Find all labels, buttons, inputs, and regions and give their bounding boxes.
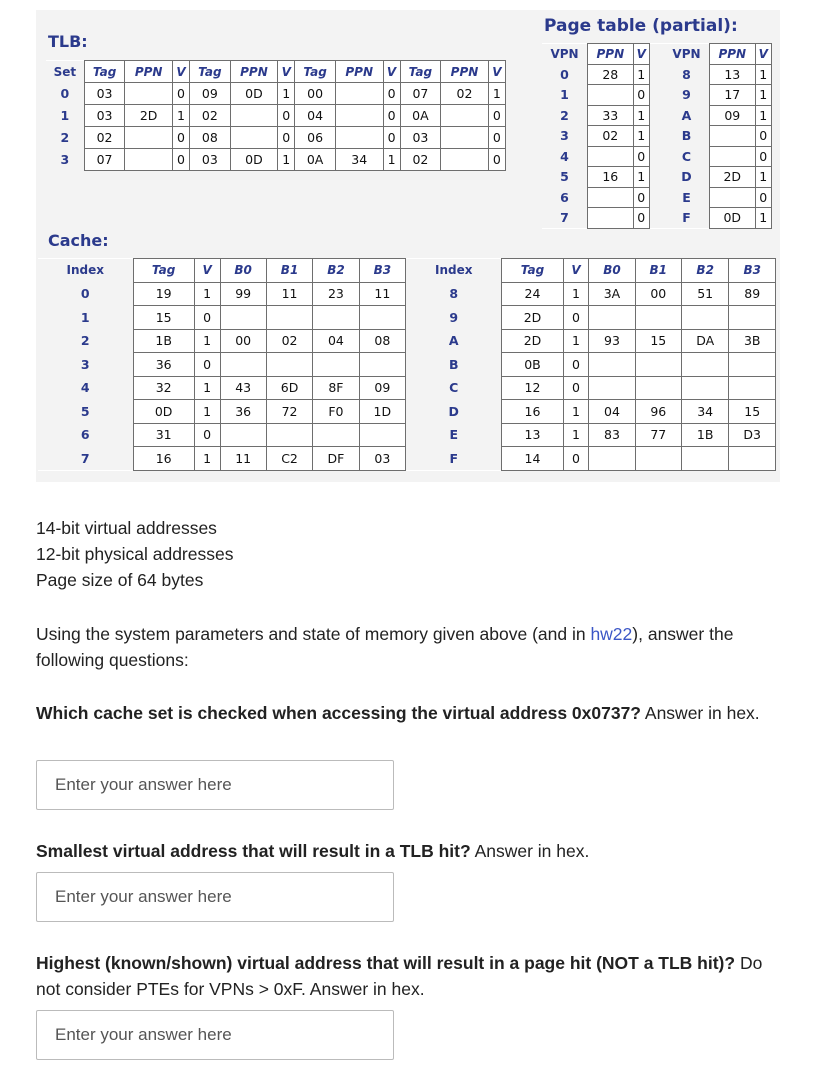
tlb-cell bbox=[335, 105, 383, 127]
cache-index: B bbox=[406, 353, 502, 377]
cache-cell: 1 bbox=[563, 400, 589, 424]
page-table-cell: 0 bbox=[755, 146, 771, 167]
tlb-header-cell: PPN bbox=[441, 61, 489, 83]
page-table-cell: 0 bbox=[633, 187, 649, 208]
cache-cell bbox=[266, 353, 312, 377]
tlb-header-cell: V bbox=[488, 61, 505, 83]
cache-index: E bbox=[406, 423, 502, 447]
tlb-cell: 0 bbox=[278, 105, 295, 127]
tlb-header-cell: V bbox=[172, 61, 189, 83]
cache-cell: 24 bbox=[502, 282, 563, 306]
cache-cell bbox=[589, 306, 635, 330]
tlb-cell: 03 bbox=[84, 83, 125, 105]
cache-cell: 09 bbox=[359, 376, 405, 400]
page-table-cell: 0D bbox=[710, 208, 756, 229]
cache-header-cell: B0 bbox=[589, 259, 635, 283]
page-table-cell bbox=[588, 208, 634, 229]
page-table-vpn: 1 bbox=[542, 85, 588, 106]
cache-index: 3 bbox=[38, 353, 133, 377]
question-3: Highest (known/shown) virtual address that will result in a page hit (NOT a TLB hit)? Do not consider PTEs for VPNs > 0xF. Answer in hex. bbox=[36, 953, 763, 999]
answer-1-input[interactable] bbox=[36, 760, 394, 810]
page-table-cell: 1 bbox=[633, 126, 649, 147]
cache-cell bbox=[635, 306, 681, 330]
tlb-cell: 0 bbox=[172, 127, 189, 149]
tlb-cell bbox=[230, 127, 278, 149]
tlb-cell bbox=[441, 105, 489, 127]
cache-cell: 19 bbox=[133, 282, 194, 306]
param-physical-address-bits: 12-bit physical addresses bbox=[36, 544, 234, 564]
page-table-cell: 0 bbox=[633, 146, 649, 167]
cache-cell bbox=[681, 376, 728, 400]
cache-cell: 1B bbox=[681, 423, 728, 447]
page-table-cell: 0 bbox=[633, 208, 649, 229]
tlb-row bbox=[46, 127, 506, 149]
cache-cell: 11 bbox=[220, 447, 266, 471]
cache-cell: DF bbox=[313, 447, 359, 471]
tlb-cell: 1 bbox=[278, 149, 295, 171]
cache-row bbox=[38, 282, 776, 306]
cache-index: D bbox=[406, 400, 502, 424]
page-table-row bbox=[542, 187, 772, 208]
cache-cell: 15 bbox=[133, 306, 194, 330]
cache-cell: 15 bbox=[729, 400, 776, 424]
tlb-row bbox=[46, 83, 506, 105]
tlb-header-cell: PPN bbox=[335, 61, 383, 83]
cache-header-cell: Index bbox=[38, 259, 133, 283]
cache-header-cell: V bbox=[194, 259, 220, 283]
tlb-cell: 0A bbox=[400, 105, 441, 127]
page-table-vpn: 4 bbox=[542, 146, 588, 167]
page-table-cell: 28 bbox=[588, 64, 634, 85]
cache-cell: 1 bbox=[194, 400, 220, 424]
tlb-header-cell: Tag bbox=[295, 61, 336, 83]
cache-header-cell: B3 bbox=[729, 259, 776, 283]
cache-cell bbox=[313, 353, 359, 377]
cache-cell: 2D bbox=[502, 306, 563, 330]
cache-cell bbox=[681, 447, 728, 471]
page-table-cell: 13 bbox=[710, 64, 756, 85]
tlb-cell: 0 bbox=[383, 83, 400, 105]
tlb-cell: 0D bbox=[230, 83, 278, 105]
cache-index: 0 bbox=[38, 282, 133, 306]
question-1: Which cache set is checked when accessing the virtual address 0x0737? Answer in hex. bbox=[36, 703, 760, 723]
tlb-cell bbox=[230, 105, 278, 127]
page-table-vpn: 9 bbox=[664, 85, 710, 106]
tlb-header-cell: Tag bbox=[190, 61, 231, 83]
cache-cell bbox=[359, 423, 405, 447]
cache-cell bbox=[681, 306, 728, 330]
cache-index: 2 bbox=[38, 329, 133, 353]
page-table-cell: 02 bbox=[588, 126, 634, 147]
cache-cell: 51 bbox=[681, 282, 728, 306]
tlb-header-row bbox=[46, 61, 506, 83]
cache-index: 1 bbox=[38, 306, 133, 330]
system-parameters bbox=[36, 515, 233, 593]
memory-state-figure bbox=[36, 10, 780, 482]
cache-cell: 1 bbox=[194, 329, 220, 353]
page-table-vpn: B bbox=[664, 126, 710, 147]
page-table-cell: 0 bbox=[633, 85, 649, 106]
cache-index: 5 bbox=[38, 400, 133, 424]
cache-cell: 89 bbox=[729, 282, 776, 306]
tlb-cell: 0 bbox=[383, 105, 400, 127]
page-table-cell: 1 bbox=[633, 105, 649, 126]
tlb-cell: 1 bbox=[278, 83, 295, 105]
cache-cell: 04 bbox=[589, 400, 635, 424]
tlb-cell bbox=[441, 127, 489, 149]
cache-cell bbox=[635, 447, 681, 471]
cache-cell: 72 bbox=[266, 400, 312, 424]
tlb-cell: 03 bbox=[84, 105, 125, 127]
cache-cell bbox=[220, 423, 266, 447]
cache-index: 8 bbox=[406, 282, 502, 306]
tlb-cell: 34 bbox=[335, 149, 383, 171]
cache-cell bbox=[635, 353, 681, 377]
cache-cell: 16 bbox=[502, 400, 563, 424]
page-table-row bbox=[542, 64, 772, 85]
cache-row bbox=[38, 376, 776, 400]
page-table-vpn: A bbox=[664, 105, 710, 126]
cache-cell: 11 bbox=[266, 282, 312, 306]
cache-cell: 1 bbox=[194, 282, 220, 306]
cache-cell: 00 bbox=[635, 282, 681, 306]
cache-index: 4 bbox=[38, 376, 133, 400]
page-table-gap bbox=[649, 126, 664, 147]
cache-header-cell: Index bbox=[406, 259, 502, 283]
page-table-gap bbox=[649, 85, 664, 106]
page-table-vpn: F bbox=[664, 208, 710, 229]
page-table-vpn: C bbox=[664, 146, 710, 167]
instructions: Using the system parameters and state of memory given above (and in hw22), answer the following questions: bbox=[36, 624, 734, 670]
cache-cell: 08 bbox=[359, 329, 405, 353]
cache-header-cell: B1 bbox=[635, 259, 681, 283]
page-table-row bbox=[542, 208, 772, 229]
page-table-vpn: 0 bbox=[542, 64, 588, 85]
tlb-header-cell: PPN bbox=[230, 61, 278, 83]
page-table-header-cell: PPN bbox=[710, 44, 756, 65]
cache-cell: 77 bbox=[635, 423, 681, 447]
cache-cell: C2 bbox=[266, 447, 312, 471]
page-table-cell: 1 bbox=[755, 208, 771, 229]
page-table bbox=[542, 43, 772, 229]
page-table-cell: 1 bbox=[633, 167, 649, 188]
cache-cell bbox=[589, 376, 635, 400]
cache-cell: 0 bbox=[563, 376, 589, 400]
page-table-gap bbox=[649, 64, 664, 85]
answer-2-input[interactable] bbox=[36, 872, 394, 922]
cache-cell bbox=[635, 376, 681, 400]
cache-cell: 0B bbox=[502, 353, 563, 377]
cache-cell: 36 bbox=[133, 353, 194, 377]
page-table-vpn: 3 bbox=[542, 126, 588, 147]
tlb-cell bbox=[125, 127, 173, 149]
cache-index: F bbox=[406, 447, 502, 471]
cache-cell: 1 bbox=[563, 423, 589, 447]
page-table-cell: 0 bbox=[755, 126, 771, 147]
cache-cell: 0D bbox=[133, 400, 194, 424]
cache-cell: 15 bbox=[635, 329, 681, 353]
cache-cell: 03 bbox=[359, 447, 405, 471]
tlb-cell: 09 bbox=[190, 83, 231, 105]
page-table-cell: 1 bbox=[633, 64, 649, 85]
tlb-cell: 06 bbox=[295, 127, 336, 149]
page-table-cell bbox=[588, 187, 634, 208]
cache-cell: 99 bbox=[220, 282, 266, 306]
tlb-cell: 03 bbox=[190, 149, 231, 171]
cache-cell: 83 bbox=[589, 423, 635, 447]
cache-cell: 1 bbox=[194, 447, 220, 471]
page-table-row bbox=[542, 105, 772, 126]
cache-cell: 96 bbox=[635, 400, 681, 424]
cache-header-cell: B2 bbox=[681, 259, 728, 283]
cache-table bbox=[38, 258, 776, 471]
tlb-cell: 1 bbox=[172, 105, 189, 127]
page-table-cell bbox=[710, 187, 756, 208]
cache-cell: 0 bbox=[194, 353, 220, 377]
page-table-cell bbox=[588, 85, 634, 106]
cache-cell: 2D bbox=[502, 329, 563, 353]
cache-cell: 11 bbox=[359, 282, 405, 306]
cache-cell: 0 bbox=[563, 353, 589, 377]
cache-cell: 0 bbox=[194, 423, 220, 447]
tlb-cell: 08 bbox=[190, 127, 231, 149]
tlb-cell: 2D bbox=[125, 105, 173, 127]
tlb-cell: 0 bbox=[383, 127, 400, 149]
page-table-vpn: 7 bbox=[542, 208, 588, 229]
tlb-cell: 03 bbox=[400, 127, 441, 149]
question-2: Smallest virtual address that will result in a TLB hit? Answer in hex. bbox=[36, 841, 590, 861]
page-table-gap bbox=[649, 146, 664, 167]
cache-row bbox=[38, 329, 776, 353]
cache-cell: 1 bbox=[563, 282, 589, 306]
cache-header-cell: V bbox=[563, 259, 589, 283]
cache-cell: 34 bbox=[681, 400, 728, 424]
cache-cell: 43 bbox=[220, 376, 266, 400]
page-table-gap bbox=[649, 187, 664, 208]
cache-cell: 8F bbox=[313, 376, 359, 400]
tlb-set-index: 2 bbox=[46, 127, 84, 149]
cache-label: Cache: bbox=[48, 231, 109, 250]
cache-cell: 1D bbox=[359, 400, 405, 424]
cache-cell: 0 bbox=[563, 306, 589, 330]
tlb-cell: 0A bbox=[295, 149, 336, 171]
page-table-gap bbox=[649, 105, 664, 126]
page-table-vpn: 5 bbox=[542, 167, 588, 188]
cache-row bbox=[38, 353, 776, 377]
cache-cell: 0 bbox=[563, 447, 589, 471]
cache-cell bbox=[220, 353, 266, 377]
tlb-header-cell: Tag bbox=[84, 61, 125, 83]
cache-row bbox=[38, 400, 776, 424]
cache-index: C bbox=[406, 376, 502, 400]
page-table-gap bbox=[649, 208, 664, 229]
cache-cell bbox=[266, 306, 312, 330]
page-table-cell: 09 bbox=[710, 105, 756, 126]
cache-cell bbox=[589, 353, 635, 377]
tlb-row bbox=[46, 105, 506, 127]
page-table-header-row bbox=[542, 44, 772, 65]
answer-3-input[interactable] bbox=[36, 1010, 394, 1060]
tlb-cell: 07 bbox=[400, 83, 441, 105]
tlb-cell: 0 bbox=[172, 149, 189, 171]
cache-cell: 3B bbox=[729, 329, 776, 353]
cache-cell bbox=[729, 306, 776, 330]
tlb-cell: 02 bbox=[400, 149, 441, 171]
page-table-vpn: E bbox=[664, 187, 710, 208]
cache-cell bbox=[589, 447, 635, 471]
page-table-header-cell: V bbox=[755, 44, 771, 65]
page-table-vpn: 2 bbox=[542, 105, 588, 126]
cache-cell bbox=[359, 353, 405, 377]
tlb-row bbox=[46, 149, 506, 171]
cache-header-cell: B1 bbox=[266, 259, 312, 283]
tlb-cell: 0 bbox=[172, 83, 189, 105]
cache-header-row bbox=[38, 259, 776, 283]
cache-cell: 04 bbox=[313, 329, 359, 353]
cache-header-cell: B2 bbox=[313, 259, 359, 283]
page-table-cell: 33 bbox=[588, 105, 634, 126]
page-table-header-cell: VPN bbox=[542, 44, 588, 65]
tlb-table bbox=[46, 60, 506, 171]
cache-cell bbox=[220, 306, 266, 330]
page-table-cell: 1 bbox=[755, 85, 771, 106]
tlb-header-cell: PPN bbox=[125, 61, 173, 83]
cache-cell: 23 bbox=[313, 282, 359, 306]
page-table-vpn: 8 bbox=[664, 64, 710, 85]
page-table-row bbox=[542, 167, 772, 188]
tlb-header-cell: V bbox=[278, 61, 295, 83]
cache-cell: 13 bbox=[502, 423, 563, 447]
cache-cell bbox=[313, 423, 359, 447]
cache-cell: 02 bbox=[266, 329, 312, 353]
cache-cell bbox=[681, 353, 728, 377]
cache-cell: 1 bbox=[563, 329, 589, 353]
cache-cell: 0 bbox=[194, 306, 220, 330]
page-table-vpn: 6 bbox=[542, 187, 588, 208]
page-table-header-cell: V bbox=[633, 44, 649, 65]
cache-cell: 14 bbox=[502, 447, 563, 471]
cache-header-cell: Tag bbox=[502, 259, 563, 283]
cache-cell bbox=[729, 353, 776, 377]
cache-cell: 31 bbox=[133, 423, 194, 447]
param-virtual-address-bits: 14-bit virtual addresses bbox=[36, 518, 217, 538]
cache-cell: 1 bbox=[194, 376, 220, 400]
tlb-cell: 02 bbox=[190, 105, 231, 127]
cache-row bbox=[38, 423, 776, 447]
page-table-header-cell: PPN bbox=[588, 44, 634, 65]
cache-cell: 12 bbox=[502, 376, 563, 400]
cache-cell: 16 bbox=[133, 447, 194, 471]
cache-header-cell: Tag bbox=[133, 259, 194, 283]
tlb-cell: 0D bbox=[230, 149, 278, 171]
tlb-cell: 02 bbox=[84, 127, 125, 149]
tlb-cell: 07 bbox=[84, 149, 125, 171]
cache-cell: 6D bbox=[266, 376, 312, 400]
cache-cell: 3A bbox=[589, 282, 635, 306]
page-table-cell: 1 bbox=[755, 64, 771, 85]
cache-cell: D3 bbox=[729, 423, 776, 447]
tlb-header-cell: Tag bbox=[400, 61, 441, 83]
cache-cell: DA bbox=[681, 329, 728, 353]
page-table-vpn: D bbox=[664, 167, 710, 188]
tlb-cell: 0 bbox=[278, 127, 295, 149]
tlb-cell: 0 bbox=[488, 149, 505, 171]
cache-index: 7 bbox=[38, 447, 133, 471]
page-table-gap bbox=[649, 167, 664, 188]
tlb-cell: 00 bbox=[295, 83, 336, 105]
tlb-cell bbox=[335, 83, 383, 105]
page-table-cell bbox=[710, 146, 756, 167]
tlb-cell: 0 bbox=[488, 105, 505, 127]
cache-index: A bbox=[406, 329, 502, 353]
cache-row bbox=[38, 447, 776, 471]
page-table-label: Page table (partial): bbox=[544, 16, 738, 36]
tlb-set-index: 0 bbox=[46, 83, 84, 105]
page-table-cell: 0 bbox=[755, 187, 771, 208]
page-table-cell bbox=[710, 126, 756, 147]
cache-cell bbox=[729, 376, 776, 400]
tlb-cell: 1 bbox=[488, 83, 505, 105]
page-table-header-cell: VPN bbox=[664, 44, 710, 65]
cache-row bbox=[38, 306, 776, 330]
page-table-gap bbox=[649, 44, 664, 65]
tlb-cell bbox=[441, 149, 489, 171]
cache-cell: 93 bbox=[589, 329, 635, 353]
cache-cell: 1B bbox=[133, 329, 194, 353]
cache-cell bbox=[359, 306, 405, 330]
cache-header-cell: B0 bbox=[220, 259, 266, 283]
cache-cell: F0 bbox=[313, 400, 359, 424]
tlb-cell bbox=[125, 83, 173, 105]
tlb-set-index: 3 bbox=[46, 149, 84, 171]
tlb-label: TLB: bbox=[48, 32, 88, 51]
page-table-cell: 2D bbox=[710, 167, 756, 188]
tlb-cell: 1 bbox=[383, 149, 400, 171]
tlb-cell bbox=[335, 127, 383, 149]
tlb-cell: 02 bbox=[441, 83, 489, 105]
tlb-cell: 04 bbox=[295, 105, 336, 127]
cache-cell: 00 bbox=[220, 329, 266, 353]
tlb-set-index: 1 bbox=[46, 105, 84, 127]
page-table-cell: 1 bbox=[755, 167, 771, 188]
cache-header-cell: B3 bbox=[359, 259, 405, 283]
cache-cell bbox=[313, 306, 359, 330]
cache-cell: 36 bbox=[220, 400, 266, 424]
cache-cell bbox=[729, 447, 776, 471]
page-table-row bbox=[542, 85, 772, 106]
page-table-cell bbox=[588, 146, 634, 167]
tlb-cell: 0 bbox=[488, 127, 505, 149]
page-table-cell: 1 bbox=[755, 105, 771, 126]
tlb-header-cell: V bbox=[383, 61, 400, 83]
cache-index: 9 bbox=[406, 306, 502, 330]
tlb-cell bbox=[125, 149, 173, 171]
cache-cell: 32 bbox=[133, 376, 194, 400]
param-page-size: Page size of 64 bytes bbox=[36, 570, 204, 590]
tlb-header-cell: Set bbox=[46, 61, 84, 83]
page-table-row bbox=[542, 146, 772, 167]
page-table-cell: 16 bbox=[588, 167, 634, 188]
page-table-row bbox=[542, 126, 772, 147]
cache-cell bbox=[266, 423, 312, 447]
page-table-cell: 17 bbox=[710, 85, 756, 106]
hw22-link[interactable]: hw22 bbox=[590, 624, 633, 644]
cache-index: 6 bbox=[38, 423, 133, 447]
